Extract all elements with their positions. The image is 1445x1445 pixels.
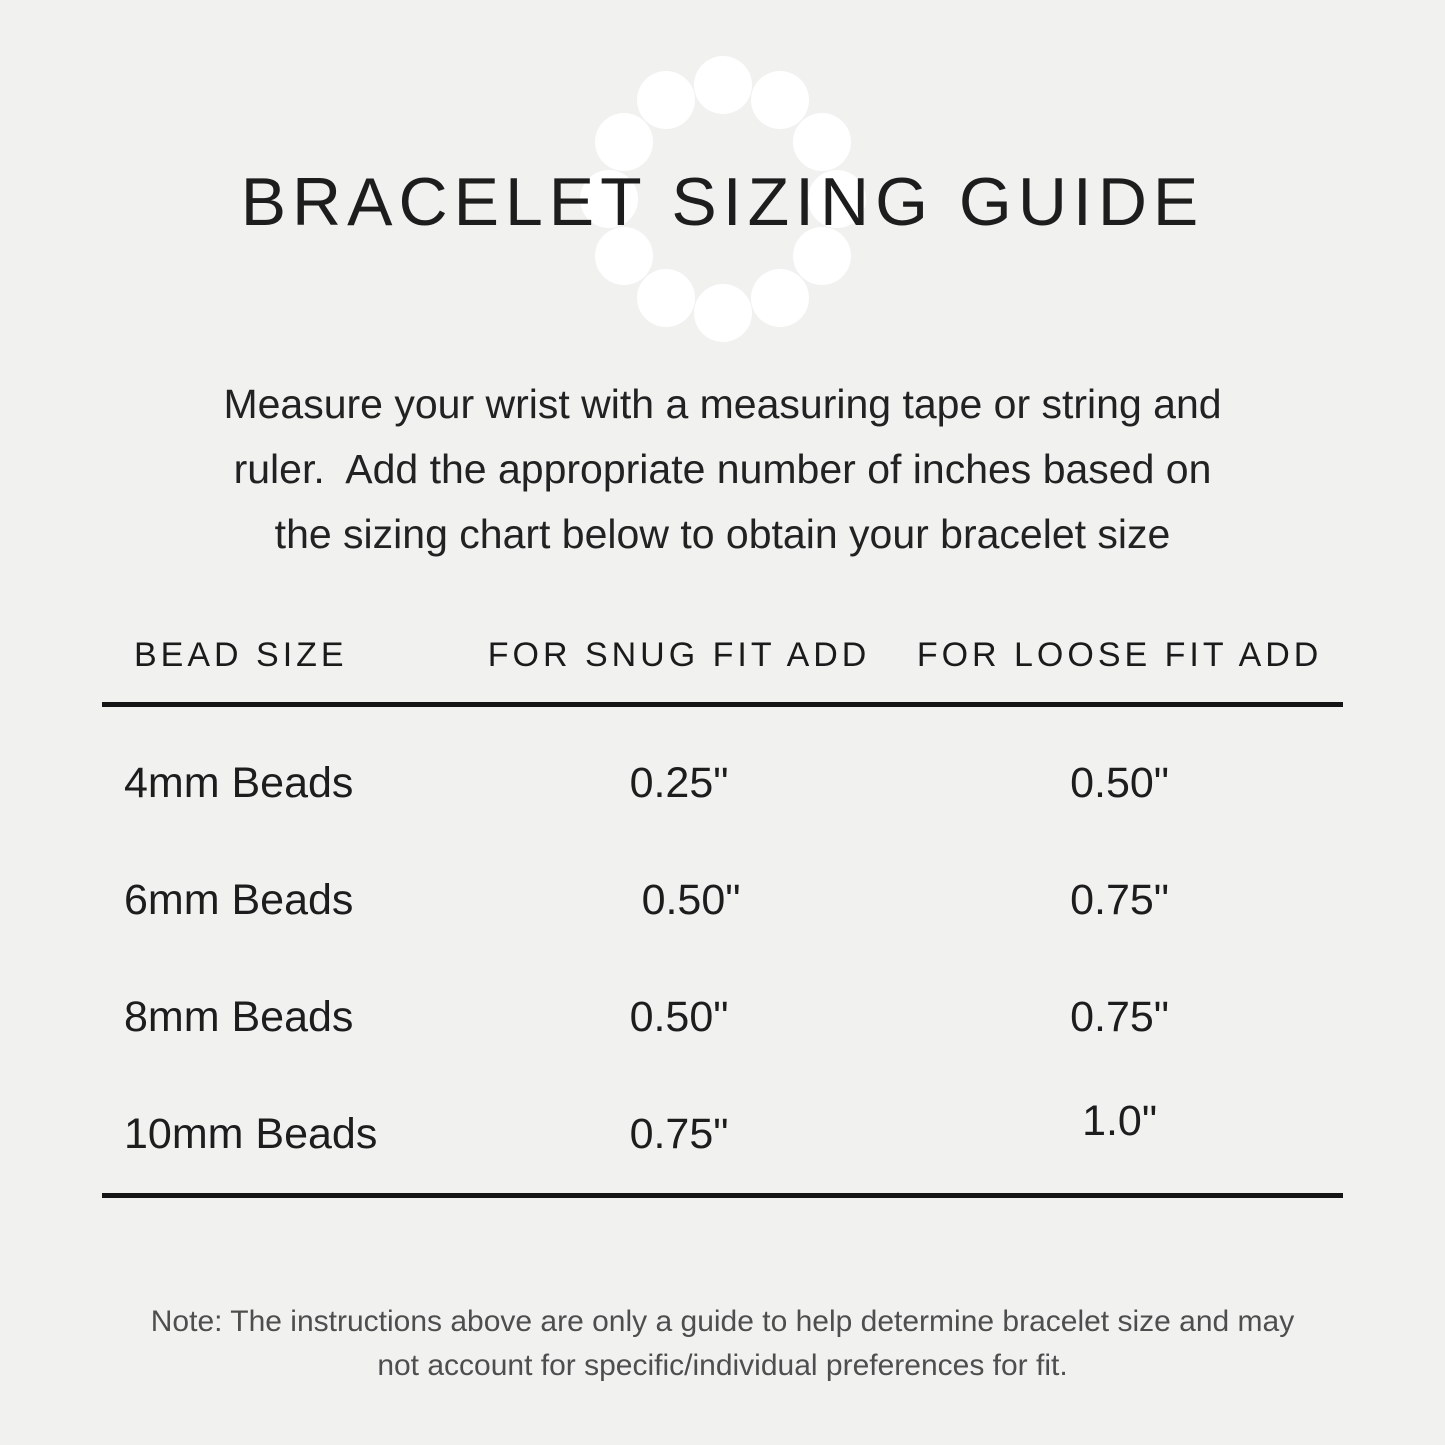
sizing-table — [102, 628, 1343, 1198]
snug-fit-cell: 0.50" — [629, 993, 729, 1041]
instructions — [0, 372, 1445, 567]
loose-fit-cell: 0.50" — [1070, 759, 1170, 807]
bead-size-cell: 10mm Beads — [124, 1110, 378, 1158]
loose-fit-cell: 0.75" — [1070, 993, 1170, 1041]
snug-fit-cell: 0.75" — [629, 1110, 729, 1158]
table-row-10mm — [102, 1076, 1343, 1193]
instructions-line-2: ruler. Add the appropriate number of inches based on — [233, 446, 1212, 492]
bead-size-cell: 8mm Beads — [124, 993, 354, 1041]
column-header-bead-size: BEAD SIZE — [134, 636, 348, 674]
table-row-4mm — [102, 725, 1343, 842]
column-header-loose-fit-add: FOR LOOSE FIT ADD — [916, 636, 1323, 674]
loose-fit-cell: 0.75" — [1070, 876, 1170, 924]
footnote-line-2: not account for specific/individual preferences for fit. — [377, 1349, 1068, 1382]
bead-size-cell: 6mm Beads — [124, 876, 354, 924]
table-row-6mm — [102, 842, 1343, 959]
footnote-line-1: Note: The instructions above are only a guide to help determine bracelet size and may — [150, 1305, 1295, 1338]
column-header-snug-fit-add: FOR SNUG FIT ADD — [487, 636, 871, 674]
instructions-line-1: Measure your wrist with a measuring tape or string and — [223, 381, 1222, 427]
footnote — [0, 1300, 1445, 1388]
table-header-row — [102, 628, 1343, 707]
bead-size-cell: 4mm Beads — [124, 759, 354, 807]
loose-fit-cell: 1.0" — [1082, 1097, 1158, 1145]
page-title: BRACELET SIZING GUIDE — [240, 164, 1205, 240]
table-row-8mm — [102, 959, 1343, 1076]
snug-fit-cell: 0.50" — [641, 876, 741, 924]
table-body — [102, 707, 1343, 1198]
snug-fit-cell: 0.25" — [629, 759, 729, 807]
instructions-line-3: the sizing chart below to obtain your bracelet size — [274, 511, 1171, 557]
